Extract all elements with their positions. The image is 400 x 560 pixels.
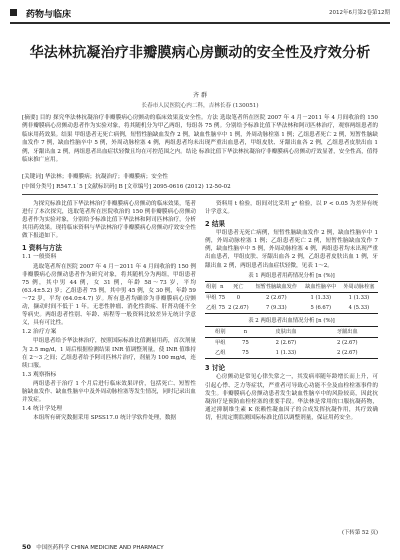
table-cell: 2 (2.67): [226, 303, 251, 314]
table-cell: 75: [218, 303, 226, 314]
table-row: [205, 338, 378, 349]
table-row: [205, 303, 378, 314]
paragraph: 本组所有研究数据采用 SPSS17.0 统计学软件处理，数据: [33, 415, 177, 422]
subsection-heading: 1.3 观察指标: [22, 371, 57, 378]
section-label: 药物与临床: [26, 10, 72, 20]
table1: [205, 281, 378, 314]
table-cell: 1 (1.33): [348, 294, 370, 301]
table-cell: 2 (2.67): [317, 348, 378, 359]
section-marker-icon: [10, 9, 17, 16]
table-cell: 甲组: [215, 340, 226, 347]
table-cell: 75: [218, 294, 226, 301]
table2-caption: 表 2 两组患者出血情况分析 [n (%)]: [248, 318, 335, 325]
table-cell: 75: [236, 348, 256, 359]
section-heading: 3 讨论: [205, 364, 226, 373]
table-header-cell: 缺血性脑卒中: [302, 281, 340, 292]
table2: [205, 326, 378, 359]
section-heading: 1 资料与方法: [22, 244, 62, 253]
table-header-cell: 组别: [205, 327, 236, 338]
table-cell: 4 (5.33): [340, 303, 378, 314]
table-row: [205, 348, 378, 359]
paragraph: 甲组患者无死亡病例，短暂性脑缺血发作 2 例，缺血性脑卒中 1 例，外周动脉栓塞 1 例；乙组患者死亡 2 例，短暂性脑缺血发作 7 例，缺血性脑卒中 5 例，外周动脉栓塞 4 例，两组患者均未出现严重出血患者，甲组皮肤、牙龈出血各 2 例，乙组患者皮肤出血 1 例，牙龈出血 2 例，两组患者出血症状轻微，见表 1～2。: [205, 230, 378, 269]
table-row: [205, 292, 378, 303]
table-cell: 2 (2.67): [337, 340, 358, 347]
subsection-heading: 1.4 统计学处理: [22, 406, 63, 413]
table-header-cell: n: [218, 281, 226, 292]
table-header-cell: 皮肤出血: [255, 327, 316, 338]
subsection-heading: 1.1 一般资料: [22, 254, 57, 261]
paragraph: 选取笔者所在医院 2007 年 4 月－2011 年 4 月间收治的 150 例非瓣膜病心房颤动患者作为研究对象，将其随机分为两组，甲组患者 75 例，其中男 44 例，女 31 例，年龄 58～73 岁，平均 (63.4±5.2) 岁；乙组患者 75 例，其中男 45 例，女 30 例，年龄 59～72 岁，平均 (64.0±4.7) 岁。所有患者均确诊为非瓣膜病心房颤动，撷动时间不低于 1 年。无恶性肿瘤、消化性溃疡、肝肾功能不全等病史。两组患者性别、年龄、病程等一般资料比较差异无统计学意义，具有可比性。: [22, 263, 196, 327]
abstract: [摘要] 目的 探究华法林抗凝治疗非瓣膜病心房颤动的临床效果及安全性。方法 选取笔者所在医院 2007 年 4 月－2011 年 4 月间收治的 150 例非瓣膜病心房颤动患者作为实验对象，将其随机分为甲乙两组，每组各 75 例。分别给予标准比值下华法林和阿司匹林治疗，观察两组患者的临床用药效果。结果 甲组患者无死亡病例，短暂性脑缺血发作 2 例，缺血性脑卒中 1 例，外周动脉栓塞 1 例；乙组患者死亡 2 例，短暂性脑缺血发作 7 例，缺血性脑卒中 5 例，外周动脉栓塞 4 例，两组患者均未出现严重出血患者，甲组皮肤、牙龈出血各 2 例，乙组患者皮肤出血 1 例，牙龈出血 2 例，两组患者出血症状轻微且均在可控范围之内。结论 标准比值下华法林抗凝治疗非瓣膜病心房颤动疗效显著，安全性高，值得临床推广应用。: [22, 115, 378, 164]
right-column: [205, 200, 378, 530]
intro-paragraph: 为探究标准比值下华法林治疗非瓣膜病心房颤动的临床效果，笔者进行了本次探究，选取笔者所在医院收治的 150 例非瓣膜病心房颤动患者作为实验对象，分别给予标准比值下华法林和阿司匹林治疗，分析其用药效果。现将临床资料与华法林治疗非瓣膜病心房颤动疗效安全性做下报道如下。: [22, 201, 196, 240]
paragraph: 两组患者于治疗 1 个月后进行临床效果评价，包括死亡、短暂性脑缺血发作、缺血性脑卒中及外周动脉栓塞等发生情况，同时记录出血并发症。: [22, 380, 196, 404]
paragraph: 心房颤动是常见心律失常之一，其发病率随年龄增长而上升，可引起心悸、乏力等症状，严重者可导致心功能不全及血栓栓塞事件的发生。非瓣膜病心房颤动患者发生缺血性脑卒中的风险较高，因此抗凝治疗是预防血栓栓塞的重要手段。华法林是常用的口服抗凝药物，通过抑制维生素 K 依赖性凝血因子的合成发挥抗凝作用，其疗效确切，但需定期监测国际标准比值以调整剂量，保证用药安全。: [205, 374, 378, 421]
author: 齐 群: [193, 92, 207, 99]
paragraph: 甲组患者给予华法林治疗，按照国际标准比值测量用药，首次剂量为 2.5 mg/d，1 周后根据检测结果 INR 值调整剂量，使 INR 值维持在 2～3 之间；乙组患者给予阿司匹林片治疗，剂量为 100 mg/d，连续口服。: [22, 338, 196, 369]
table-header-cell: 短暂性脑缺血发作: [251, 281, 302, 292]
issue-info: 2012年6月第2卷第12期: [329, 10, 390, 16]
table-cell: 0: [236, 294, 241, 301]
section-heading: 2 结果: [205, 220, 226, 229]
header-rule: [10, 22, 390, 24]
paragraph: 资料用 t 检验，组间对比采用 χ² 检验，以 P < 0.05 为差异有统计学意义。: [205, 201, 378, 216]
table-header-cell: n: [236, 327, 256, 338]
table-cell: 5 (6.67): [302, 303, 340, 314]
table-cell: 7 (9.33): [251, 303, 302, 314]
table-cell: 1 (1.33): [310, 294, 332, 301]
table-cell: 乙组: [205, 303, 218, 314]
journal-name: 中国医药科学 CHINA MEDICINE AND PHARMACY: [36, 545, 164, 551]
table-cell: 甲组: [206, 294, 217, 301]
table-header-cell: 死亡: [226, 281, 251, 292]
running-header: [10, 6, 390, 24]
page-footer: [22, 543, 164, 551]
table-header-cell: 牙龈出血: [317, 327, 378, 338]
keywords: [关键词] 华法林；非瓣膜病；抗凝治疗；非瓣膜病；安全性: [22, 174, 168, 180]
left-column: [22, 200, 196, 530]
table-cell: 2 (2.67): [275, 340, 297, 347]
table1-caption: 表 1 两组患者用药情况分析 [n (%)]: [248, 272, 335, 279]
abstract-rule: [22, 194, 378, 195]
table-cell: 乙组: [205, 348, 236, 359]
table-cell: 2 (2.67): [266, 294, 287, 301]
classification: [中图分类号] R547.1˙5 [文献标识码] B [文章编号] 2095-0616 (2012) 12-50-02: [22, 184, 231, 190]
continued-note: (下转第 52 页): [341, 530, 378, 536]
affiliation: 长春市人民医院心内二科，吉林长春 (130051): [141, 103, 259, 109]
table-cell: 1 (1.33): [255, 348, 316, 359]
subsection-heading: 1.2 治疗方案: [22, 329, 57, 336]
table-cell: 75: [242, 340, 249, 347]
article-title: 华法林抗凝治疗非瓣膜病心房颤动的安全性及疗效分析: [29, 45, 371, 61]
page-number: 50: [22, 543, 32, 551]
table-header-cell: 组别: [205, 281, 218, 292]
table-header-cell: 外周动脉栓塞: [340, 281, 378, 292]
